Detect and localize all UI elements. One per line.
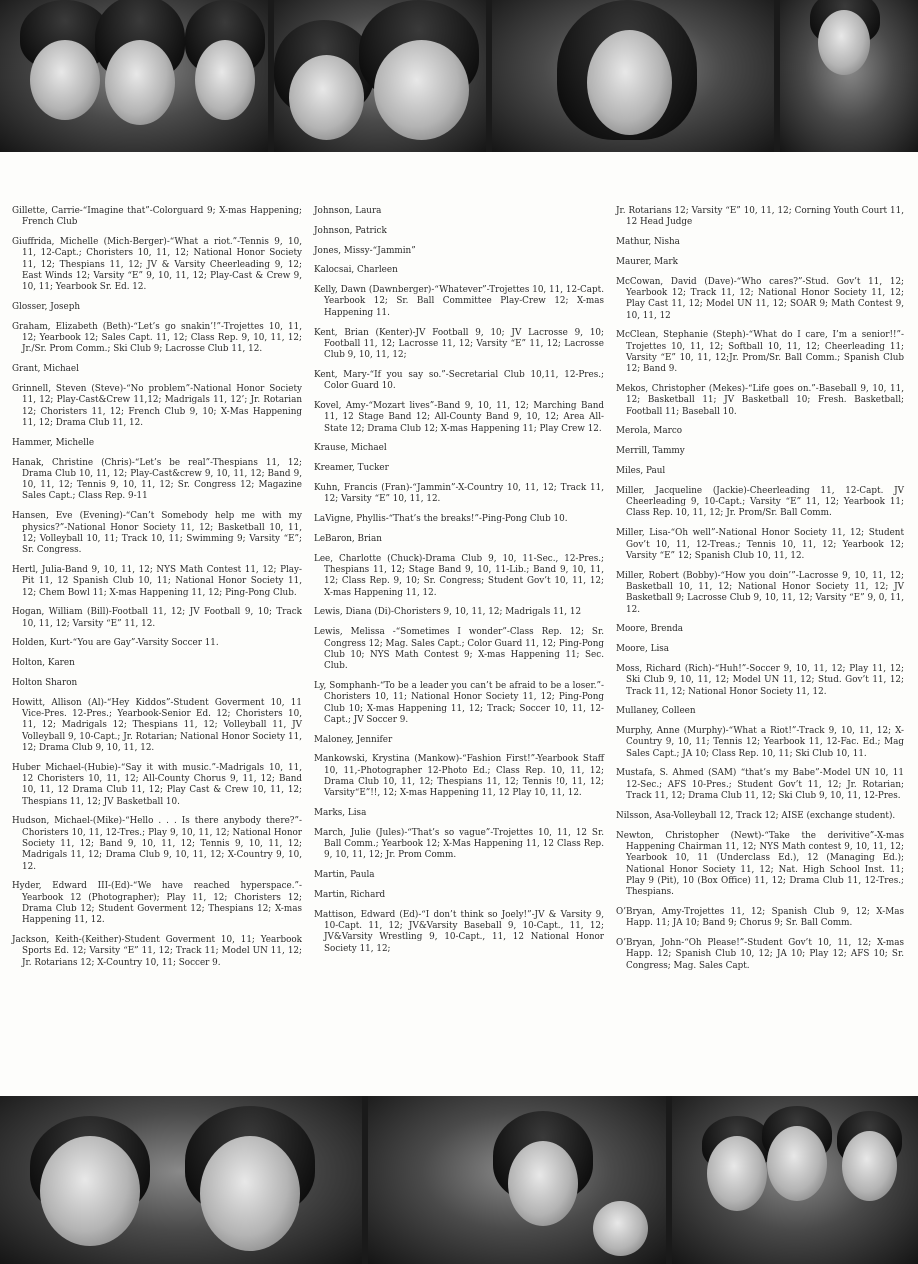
senior-entry: LaVigne, Phyllis-“That’s the breaks!”-Ping-Pong Club 10. — [314, 514, 568, 525]
photo-boys-group — [672, 1096, 918, 1264]
senior-entry: Grant, Michael — [12, 364, 79, 375]
senior-entry: Hammer, Michelle — [12, 437, 95, 448]
photo-waving-girl — [368, 1096, 666, 1264]
senior-entry: Hansen, Eve (Evening)-“Can’t Somebody help me with my physics?”-National Honor Society 11, 12; Basketball 10, 11, 12; Volleyball 10, 11; Track 10, 11; Swimming 9; Varsity “E”; Sr. Congress. — [12, 511, 302, 556]
senior-entry: O’Bryan, Amy-Trojettes 11, 12; Spanish Club 9, 12; X-Mas Happ. 11; JA 10; Band 9; Chorus 9; Sr. Ball Comm. — [616, 906, 904, 929]
senior-entry: Jackson, Keith-(Keither)-Student Goverment 10, 11; Yearbook Sports Ed. 12; Varsity “E” 11, 12; Track 11; Model UN 11, 12; Jr. Rotarians 12; X-Country 10, 11; Soccer 9. — [12, 935, 302, 968]
column-1 — [12, 206, 302, 1096]
senior-entry: Johnson, Patrick — [314, 225, 387, 236]
senior-entry: Kalocsai, Charleen — [314, 265, 398, 276]
senior-entry: Miller, Lisa-“Oh well”-National Honor Society 11, 12; Student Gov’t 10, 11, 12-Treas.; Tennis 10, 11, 12; Yearbook 12; Varsity “E” 12; Spanish Club 10, 11, 12. — [616, 528, 904, 561]
senior-entry: Kent, Brian (Kenter)-JV Football 9, 10; JV Lacrosse 9, 10; Football 11, 12; Lacrosse 11, 12; Varsity “E” 11, 12; Lacrosse Club 9, 10, 11, 12; — [314, 327, 604, 361]
bottom-photo-strip — [0, 1096, 918, 1264]
senior-entry: McClean, Stephanie (Steph)-“What do I care, I’m a senior!!”-Trojettes 10, 11, 12; Softball 10, 11, 12; Cheerleading 11; Varsity “E” 10, 11, 12;Jr. Prom/Sr. Ball Comm.; Spanish Club 12; Band 9. — [616, 330, 904, 375]
senior-entry: Hertl, Julia-Band 9, 10, 11, 12; NYS Math Contest 11, 12; Play-Pit 11, 12 Spanish Club 10, 11; National Honor Society 11, 12; Chem Bowl 11; X-mas Happening 11, 12; Ping-Pong Club. — [12, 564, 302, 598]
photo-boy-glasses — [780, 0, 918, 152]
senior-entry: Newton, Christopher (Newt)-“Take the derivitive”-X-mas Happening Chairman 11, 12; NYS Math contest 9, 10, 11, 12; Yearbook 10, 11 (Underclass Ed.), 12 (Managing Ed.); National Honor Society 11, 12; Nat. High School Inst. 11; Play 9 (Pit), 10 (Box Office) 11, 12; Drama Club 11, 12-Tres.; Thespians. — [616, 830, 904, 898]
senior-entry: Lee, Charlotte (Chuck)-Drama Club 9, 10, 11-Sec., 12-Pres.; Thespians 11, 12; Stage Band 9, 10, 11-Lib.; Band 9, 10, 11, 12; Class Rep. 9, 10; Sr. Congress; Student Gov’t 10, 11, 12; X-mas Happening 11, 12. — [314, 553, 604, 598]
photo-two-girls — [274, 0, 486, 152]
photo-two-women — [0, 1096, 362, 1264]
senior-entry: Martin, Richard — [314, 890, 386, 901]
senior-entry: Grinnell, Steven (Steve)-“No problem”-National Honor Society 11, 12; Play-Cast&Crew 11,12; Madrigals 11, 12’; Jr. Rotarian 12; Choristers 11, 12; French Club 9, 10; X-Mas Happening 11, 12; Drama Club 11, 12. — [12, 384, 302, 428]
senior-entry: March, Julie (Jules)-“That’s so vague”-Trojettes 10, 11, 12 Sr. Ball Comm.; Yearbook 12; X-Mas Happening 11, 12 Class Rep. 9, 10, 11, 12; Jr. Prom Comm. — [314, 827, 604, 861]
column-3 — [616, 206, 904, 1096]
senior-entry: Howitt, Allison (Al)-“Hey Kiddos”-Student Goverment 10, 11 Vice-Pres. 12-Pres.; Yearbook-Senior Ed. 12; Choristers 10, 11, 12; Madrigals 12; Thespians 11, 12; Volleyball 11, JV Volleyball 9, 10-Capt.; Jr. Rotarian; National Honor Society 11, 12; Drama Club 9, 10, 11, 12. — [12, 697, 302, 753]
photo-smiling-girl — [492, 0, 774, 152]
senior-entry: Graham, Elizabeth (Beth)-“Let’s go snakin’!”-Trojettes 10, 11, 12; Yearbook 12; Sales Capt. 11, 12; Class Rep. 9, 10, 11, 12; Jr./Sr. Prom Comm.; Ski Club 9; Lacrosse Club 11, 12. — [12, 321, 302, 355]
senior-entry: Krause, Michael — [314, 443, 387, 454]
senior-entry: Maloney, Jennifer — [314, 734, 393, 745]
senior-entry: Gillette, Carrie-“Imagine that”-Colorguard 9; X-mas Happening; French Club — [12, 206, 302, 228]
senior-listing — [12, 206, 912, 1096]
senior-entry: Kreamer, Tucker — [314, 463, 389, 474]
senior-entry: Hudson, Michael-(Mike)-“Hello . . . Is there anybody there?”-Choristers 10, 11, 12-Tres.; Play 9, 10, 11, 12; National Honor Society 11, 12; Band 9, 10, 11, 12; Tennis 9, 10, 11, 12; Madrigals 11, 12; Drama Club 9, 10, 11, 12; X-Country 9, 10, 12. — [12, 816, 302, 872]
senior-entry: Nilsson, Asa-Volleyball 12, Track 12; AISE (exchange student). — [616, 810, 896, 821]
senior-entry: Mattison, Edward (Ed)-“I don’t think so Joely!”-JV & Varsity 9, 10-Capt. 11, 12; JV&Varsity Baseball 9, 10-Capt., 11, 12; JV&Varsity Wrestling 9, 10-Capt., 11, 12 National Honor Society 11, 12; — [314, 909, 604, 954]
senior-entry: LeBaron, Brian — [314, 533, 382, 544]
senior-entry: Merola, Marco — [616, 426, 683, 437]
senior-entry: Kovel, Amy-“Mozart lives”-Band 9, 10, 11, 12; Marching Band 11, 12 Stage Band 12; All-County Band 9, 10, 12; Area All-State 12; Drama Club 12; X-mas Happening 11; Play Crew 12. — [314, 401, 604, 434]
senior-entry: Mankowski, Krystina (Mankow)-“Fashion First!”-Yearbook Staff 10, 11,-Photographer 12-Photo Ed.; Class Rep. 10, 11, 12; Drama Club 10, 11, 12; Thespians 11, 12; Tennis !0, 11, 12; Varsity“E”!!, 12; X-mas Happening 11, 12 Play 10, 11, 12. — [314, 754, 604, 799]
top-photo-strip — [0, 0, 918, 152]
senior-entry: Mekos, Christopher (Mekes)-“Life goes on.”-Baseball 9, 10, 11, 12; Basketball 11; JV Basketball 10; Fresh. Basketball; Football 11; Baseball 10. — [616, 384, 904, 417]
senior-entry: Mustafa, S. Ahmed (SAM) “that’s my Babe”-Model UN 10, 11 12-Sec.; AFS 10-Pres.; Student Gov’t 11, 12; Jr. Rotarian; Track 11, 12; Drama Club 11, 12; Ski Club 9, 10, 11, 12-Pres. — [616, 768, 904, 802]
column-2 — [314, 206, 604, 1096]
senior-entry: Mullaney, Colleen — [616, 706, 696, 717]
senior-entry: Holden, Kurt-“You are Gay”-Varsity Soccer 11. — [12, 638, 219, 649]
senior-entry: Miller, Robert (Bobby)-“How you doin’”-Lacrosse 9, 10, 11, 12; Basketball 10, 11, 12; National Honor Society 11, 12; JV Basketball 9; Lacrosse Club 9, 10, 11, 12; Varsity “E” 9, 0, 11, 12. — [616, 570, 904, 615]
senior-entry: Marks, Lisa — [314, 808, 367, 819]
senior-entry: Holton, Karen — [12, 658, 75, 669]
senior-entry: Kuhn, Francis (Fran)-“Jammin”-X-Country 10, 11, 12; Track 11, 12; Varsity “E” 10, 11, 12. — [314, 483, 604, 505]
senior-entry: Mathur, Nisha — [616, 237, 680, 248]
senior-entry: Hyder, Edward III-(Ed)-“We have reached hyperspace.”-Yearbook 12 (Photographer); Play 11, 12; Choristers 12; Drama Club 12; Student Goverment 12; Thespians 12; X-mas Happening 11, 12. — [12, 881, 302, 926]
senior-entry: Kent, Mary-“If you say so.”-Secretarial Club 10,11, 12-Pres.; Color Guard 10. — [314, 369, 604, 392]
senior-entry: Miles, Paul — [616, 466, 666, 477]
senior-entry: O’Bryan, John-“Oh Please!”-Student Gov’t 10, 11, 12; X-mas Happ. 12; Spanish Club 10, 12; JA 10; Play 12; AFS 10; Sr. Congress; Mag. Sales Capt. — [616, 938, 904, 971]
senior-entry: Hanak, Christine (Chris)-“Let’s be real”-Thespians 11, 12; Drama Club 10, 11, 12; Play-Cast&crew 9, 10, 11, 12; Band 9, 10, 11, 12; Tennis 9, 10, 11, 12; Sr. Congress 12; Magazine Sales Capt.; Class Rep. 9-11 — [12, 457, 302, 502]
senior-entry: Martin, Paula — [314, 870, 375, 881]
senior-entry: Maurer, Mark — [616, 256, 678, 267]
senior-entry: Lewis, Diana (Di)-Choristers 9, 10, 11, 12; Madrigals 11, 12 — [314, 607, 582, 618]
senior-entry: Lewis, Melissa -“Sometimes I wonder”-Class Rep. 12; Sr. Congress 12; Mag. Sales Capt.; Color Guard 11, 12; Ping-Pong Club 10; NYS Math Contest 9; X-mas Happening 11; Sec. Club. — [314, 627, 604, 672]
senior-entry: Glosser, Joseph — [12, 302, 81, 313]
senior-entry: Holton Sharon — [12, 678, 78, 688]
senior-entry: Kelly, Dawn (Dawnberger)-“Whatever”-Trojettes 10, 11, 12-Capt. Yearbook 12; Sr. Ball Committee Play-Crew 12; X-mas Happening 11. — [314, 285, 604, 318]
senior-entry: Merrill, Tammy — [616, 446, 685, 457]
senior-entry: Moss, Richard (Rich)-“Huh!”-Soccer 9, 10, 11, 12; Play 11, 12; Ski Club 9, 10, 11, 12; Model UN 11, 12; Stud. Gov’t 11, 12; Track 11, 12; National Honor Society 11, 12. — [616, 663, 904, 697]
senior-entry: Miller, Jacqueline (Jackie)-Cheerleading 11, 12-Capt. JV Cheerleading 9, 10-Capt.; Varsity “E” 11, 12; Yearbook 11; Class Rep. 10, 11, 12; Jr. Prom/Sr. Ball Comm. — [616, 485, 904, 519]
senior-entry: Huber Michael-(Hubie)-“Say it with music.”-Madrigals 10, 11, 12 Choristers 10, 11, 12; All-County Chorus 9, 11, 12; Band 10, 11, 12 Drama Club 11, 12; Play Cast & Crew 10, 11, 12; Thespians 11, 12; JV Basketball 10. — [12, 762, 302, 807]
senior-entry: Jr. Rotarians 12; Varsity “E” 10, 11, 12; Corning Youth Court 11, 12 Head Judge — [616, 206, 904, 228]
senior-entry: Jones, Missy-“Jammin” — [314, 245, 416, 256]
photo-students-group — [0, 0, 268, 152]
senior-entry: Hogan, William (Bill)-Football 11, 12; JV Football 9, 10; Track 10, 11, 12; Varsity “E” 11, 12. — [12, 607, 302, 629]
senior-entry: Moore, Brenda — [616, 624, 684, 635]
senior-entry: Moore, Lisa — [616, 644, 670, 655]
senior-entry: Ly, Somphanh-“To be a leader you can’t be afraid to be a loser.”-Choristers 10, 11; National Honor Society 11, 12; Ping-Pong Club 10; X-mas Happening 11, 12; Track; Soccer 10, 11, 12-Capt.; JV Soccer 9. — [314, 680, 604, 725]
senior-entry: McCowan, David (Dave)-“Who cares?”-Stud. Gov’t 11, 12; Yearbook 12; Track 11, 12; National Honor Society 11, 12; Play Cast 11, 12; Model UN 11, 12; SOAR 9; Math Contest 9, 10, 11, 12 — [616, 276, 904, 321]
senior-entry: Johnson, Laura — [314, 206, 382, 216]
senior-entry: Murphy, Anne (Murphy)-“What a Riot!”-Track 9, 10, 11, 12; X-Country 9, 10, 11; Tennis 12; Yearbook 11, 12-Fac. Ed.; Mag Sales Capt.; JA 10; Class Rep. 10, 11; Ski Club 10, 11. — [616, 726, 904, 759]
senior-entry: Giuffrida, Michelle (Mich-Berger)-“What a riot.”-Tennis 9, 10, 11, 12-Capt.; Choristers 10, 11, 12; National Honor Society 11, 12; Thespians 11, 12; JV & Varsity Cheerleading 9, 12; East Winds 12; Varsity “E” 9, 10, 11, 12; Play-Cast & Crew 9, 10, 11; Yearbook Sr. Ed. 12. — [12, 237, 302, 293]
